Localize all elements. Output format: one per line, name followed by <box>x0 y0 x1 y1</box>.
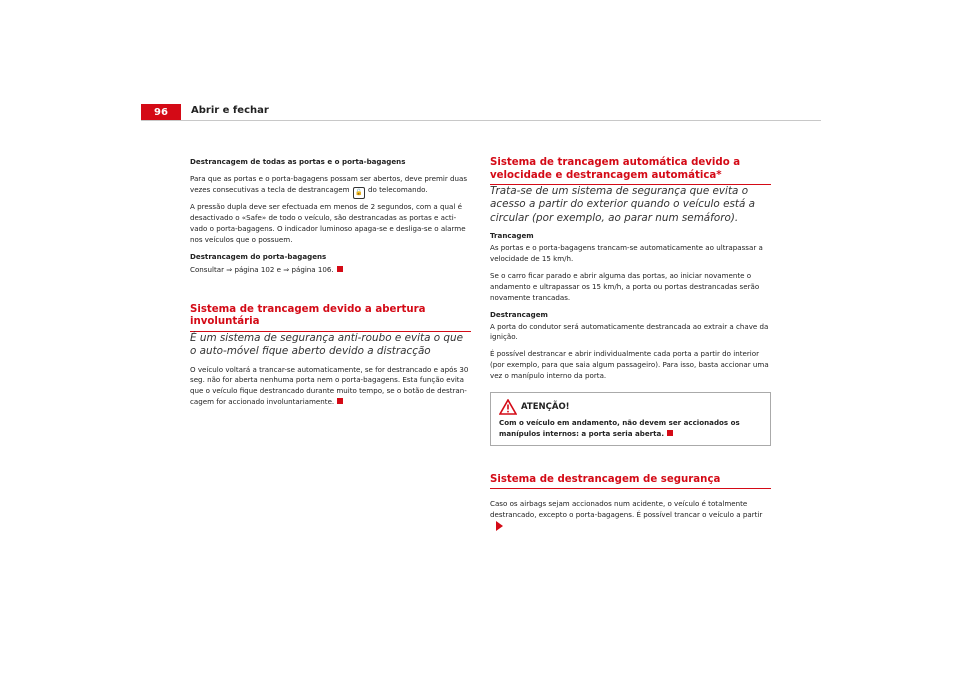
paragraph-text: Para que as portas e o porta-bagagens possam ser abertos, deve premir duas vezes consecutivas a tecla de destrancagem <box>190 173 468 194</box>
paragraph-unlock-all <box>190 174 471 199</box>
subheading-destrancagem: Destrancagem <box>490 309 548 319</box>
end-marker <box>337 266 343 272</box>
section-title-speed-lock: Sistema de trancagem automática devido a velocidade e destrancagem automática* <box>490 157 771 185</box>
left-column <box>190 157 471 414</box>
unlock-key-icon: 🔓 <box>353 187 365 199</box>
paragraph-trancagem-2: Se o carro ficar parado e abrir alguma das portas, ao iniciar novamente o andamento e ultrapassar os 15 km/h, a porta ou portas destrancadas serão novamente trancadas. <box>490 270 760 302</box>
paragraph-relock <box>190 365 471 409</box>
subheading-unlock-all: Destrancagem de todas as portas e o porta-bagagens <box>190 157 406 166</box>
warning-box <box>490 392 771 446</box>
paragraph-safety-unlock <box>490 499 771 534</box>
end-marker <box>337 398 343 404</box>
warning-title: ATENÇÃO! <box>521 401 570 412</box>
paragraph-destrancagem-2: É possível destrancar e abrir individualmente cada porta a partir do interior (por exemplo, para que saia algum passageiro). Para isso, basta accionar uma vez o manípulo interno da porta. <box>490 349 769 381</box>
paragraph-trunk-ref <box>190 265 471 276</box>
paragraph-trancagem-1: As portas e o porta-bagagens trancam-se automaticamente ao ultrapassar a velocidade de 15 km/h. <box>490 243 763 264</box>
warning-text <box>499 418 764 440</box>
section-intro-speed-lock: Trata-se de um sistema de segurança que evita o acesso a partir do exterior quando o veículo está a circular (por exemplo, ao parar num semáforo). <box>490 185 755 224</box>
page-reference[interactable]: Consultar ⇒ página 102 e ⇒ página 106. <box>190 264 334 274</box>
paragraph-text: Caso os airbags sejam accionados num acidente, o veículo é totalmente destrancado, excepto o porta-bagagens. É possível trancar o veículo a partir <box>490 499 763 520</box>
warning-triangle-icon <box>499 399 517 415</box>
header-rule <box>141 120 821 121</box>
paragraph-text: O veículo voltará a trancar-se automaticamente, se for destrancado e após 30 seg. não for aberta nenhuma porta nem o porta-bagagens. Esta função evita que o veículo fique destrancado durante muito tempo, se o botão de destran-cagem for accionado involuntariamente. <box>190 364 469 407</box>
warning-body: Com o veículo em andamento, não devem ser accionados os manípulos internos: a porta seria aberta. <box>499 418 740 438</box>
section-title-relock: Sistema de trancagem devido a abertura involuntária <box>190 304 471 332</box>
paragraph-destrancagem-1: A porta do condutor será automaticamente destrancada ao extrair a chave da ignição. <box>490 321 769 342</box>
paragraph-double-press: A pressão dupla deve ser efectuada em menos de 2 segundos, com a qual é desactivado o «Safe» de todo o veículo, são destrancadas as portas e acti-vado o porta-bagagens. O indicador luminoso apaga-se e desliga-se o alarme nos veículos que o possuem. <box>190 202 466 244</box>
section-title-safety-unlock: Sistema de destrancagem de segurança <box>490 474 771 490</box>
subheading-unlock-trunk: Destrancagem do porta-bagagens <box>190 251 327 261</box>
right-column <box>490 157 771 540</box>
continue-arrow-icon <box>496 521 503 531</box>
running-title: Abrir e fechar <box>191 105 269 116</box>
subheading-trancagem: Trancagem <box>490 231 534 241</box>
warning-header <box>499 399 764 415</box>
end-marker <box>667 430 673 436</box>
paragraph-text: do telecomando. <box>368 184 428 194</box>
page-number: 96 <box>141 104 181 121</box>
section-intro-relock: É um sistema de segurança anti-roubo e evita o que o auto-móvel fique aberto devido a distracção <box>190 331 463 358</box>
